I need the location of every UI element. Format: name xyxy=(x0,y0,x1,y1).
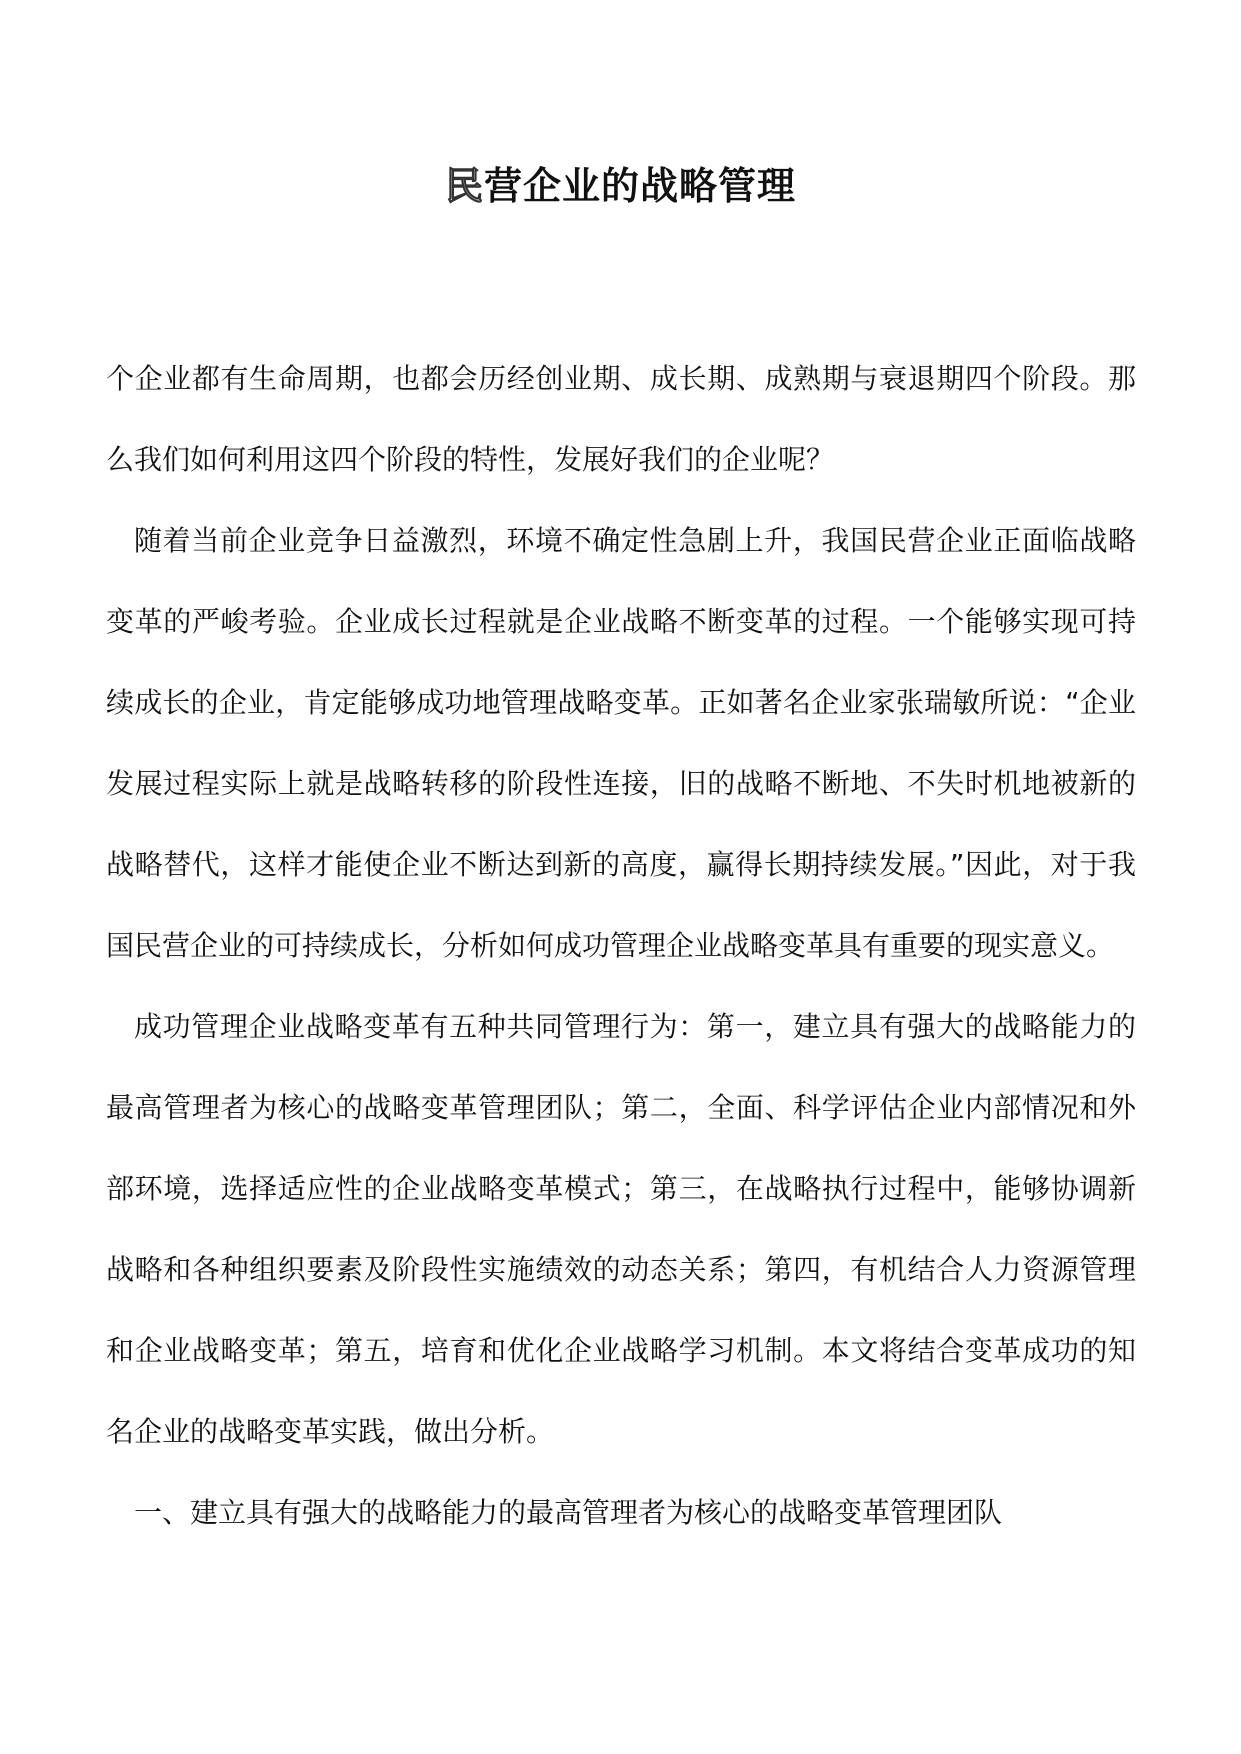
paragraph-2: 随着当前企业竞争日益激烈，环境不确定性急剧上升，我国民营企业正面临战略变革的严峻考验。企业成长过程就是企业战略不断变革的过程。一个能够实现可持续成长的企业，肯定能够成功地管理战略变革。正如著名企业家张瑞敏所说：“企业发展过程实际上就是战略转移的阶段性连接，旧的战略不断地、不失时机地被新的战略替代，这样才能使企业不断达到新的高度，赢得长期持续发展。”因此，对于我国民营企业的可持续成长，分析如何成功管理企业战略变革具有重要的现实意义。 xyxy=(106,524,1136,962)
title-text: 营企业的战略管理 xyxy=(484,164,797,208)
document-body xyxy=(106,338,1136,1553)
document-title xyxy=(0,158,1241,214)
title-first-char: 民 xyxy=(444,164,484,208)
paragraph-3: 成功管理企业战略变革有五种共同管理行为：第一，建立具有强大的战略能力的最高管理者为核心的战略变革管理团队；第二，全面、科学评估企业内部情况和外部环境，选择适应性的企业战略变革模式；第三，在战略执行过程中，能够协调新战略和各种组织要素及阶段性实施绩效的动态关系；第四，有机结合人力资源管理和企业战略变革；第五，培育和优化企业战略学习机制。本文将结合变革成功的知名企业的战略变革实践，做出分析。 xyxy=(106,1010,1136,1448)
paragraph-1: 个企业都有生命周期，也都会历经创业期、成长期、成熟期与衰退期四个阶段。那么我们如何利用这四个阶段的特性，发展好我们的企业呢？ xyxy=(106,362,1136,476)
section-heading-1: 一、建立具有强大的战略能力的最高管理者为核心的战略变革管理团队 xyxy=(134,1496,1003,1529)
